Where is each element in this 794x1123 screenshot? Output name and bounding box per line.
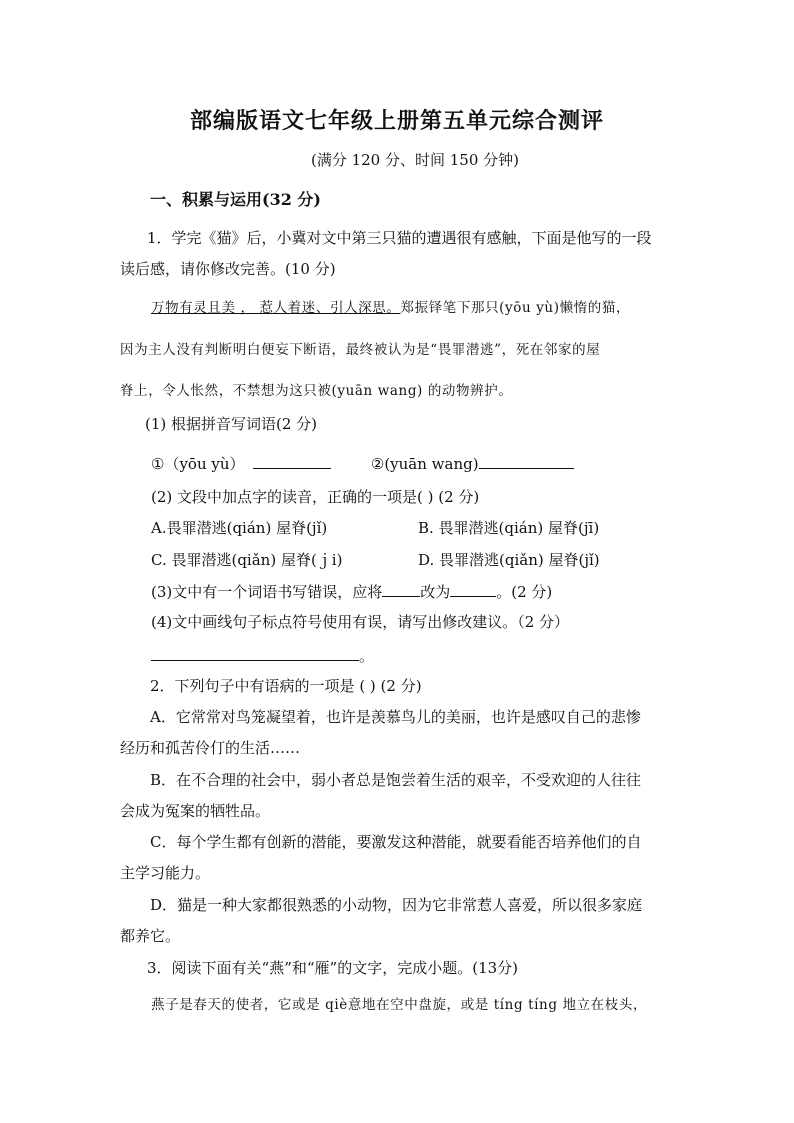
q1-passage-line3: 脊上，令人怅然，不禁想为这只被(yuān wang) 的动物辨护。 <box>120 383 513 399</box>
q2-option-b-line2: 会成为冤案的牺牲品。 <box>120 802 271 820</box>
q1-passage-line2: 因为主人没有判断明白便妄下断语，最终被认为是“畏罪潜逃”，死在邻家的屋 <box>120 342 601 358</box>
option-a: A.畏罪潜逃(qián) 屋脊(jǐ) <box>151 519 328 537</box>
q1-passage-line1 <box>151 298 630 318</box>
q1-sub4: (4)文中画线句子标点符号使用有误，请写出修改建议。（2 分） <box>151 613 570 631</box>
exam-info: (满分 120 分、时间 150 分钟) <box>310 151 520 169</box>
q2-stem: 2．下列句子中有语病的一项是 ( ) (2 分) <box>150 677 422 695</box>
q2-option-a-line2: 经历和孤苦伶仃的生活…… <box>120 739 301 757</box>
answer-blank-b[interactable] <box>479 453 574 469</box>
q2-option-b-line1: B．在不合理的社会中，弱小者总是饱尝着生活的艰辛，不受欢迎的人往往 <box>150 771 642 789</box>
q3-stem: 3．阅读下面有关“燕”和“雁”的文字，完成小题。(13分) <box>147 959 519 977</box>
passage-text: 郑振铎笔下那只(yōu yù)懒惰的猫， <box>400 300 631 316</box>
q1-stem-line1: 1．学完《猫》后，小冀对文中第三只猫的遭遇很有感触，下面是他写的一段 <box>147 229 652 247</box>
q1-sub3-score: 。(2 分) <box>496 583 553 601</box>
q2-option-c-line1: C．每个学生都有创新的潜能，要激发这种潜能，就要看能否培养他们的自 <box>150 833 642 851</box>
underlined-sentence: 万物有灵且美 ， 惹人着迷、引人深思。 <box>151 300 401 316</box>
q1-stem-line2: 读后感，请你修改完善。(10 分) <box>120 260 336 278</box>
q1-sub1-answers <box>151 453 574 474</box>
q3-passage-line1: 燕子是春天的使者，它或是 qiè意地在空中盘旋，或是 tíng tíng 地立在枝头， <box>151 997 648 1013</box>
q1-sub3-change-to: 改为 <box>420 583 451 601</box>
pinyin-prompt-a: ①（yōu yù） <box>151 455 245 473</box>
q1-sub3-text: (3)文中有一个词语书写错误，应将 <box>151 583 383 601</box>
section-heading: 一、积累与运用(32 分) <box>150 190 321 209</box>
answer-blank-wrong-word[interactable] <box>382 581 420 597</box>
q1-sub4-answer <box>151 645 374 666</box>
q2-option-a-line1: A．它常常对鸟笼凝望着，也许是羡慕鸟儿的美丽，也许是感叹自己的悲惨 <box>150 708 641 726</box>
option-b: B. 畏罪潜逃(qián) 屋脊(jī) <box>418 519 600 537</box>
q1-sub1: (1) 根据拼音写词语(2 分) <box>145 415 318 433</box>
q2-option-d-line1: D．猫是一种大家都很熟悉的小动物，因为它非常惹人喜爱，所以很多家庭 <box>150 896 643 914</box>
answer-blank-correct-word[interactable] <box>450 581 496 597</box>
period: 。 <box>359 647 375 665</box>
answer-blank-a[interactable] <box>253 453 331 469</box>
q2-option-d-line2: 都养它。 <box>120 927 181 945</box>
q1-sub3 <box>151 581 552 602</box>
option-c: C. 畏罪潜逃(qiǎn) 屋脊(ｊi) <box>151 551 343 569</box>
option-d: D. 畏罪潜逃(qiǎn) 屋脊(jǐ) <box>418 551 600 569</box>
pinyin-prompt-b: ②(yuān wang) <box>370 455 479 473</box>
q2-option-c-line2: 主学习能力。 <box>120 864 211 882</box>
page-title: 部编版语文七年级上册第五单元综合测评 <box>189 108 604 134</box>
answer-blank-suggestion[interactable] <box>151 645 359 661</box>
q1-sub2: (2) 文段中加点字的读音，正确的一项是( ) (2 分) <box>151 488 480 506</box>
